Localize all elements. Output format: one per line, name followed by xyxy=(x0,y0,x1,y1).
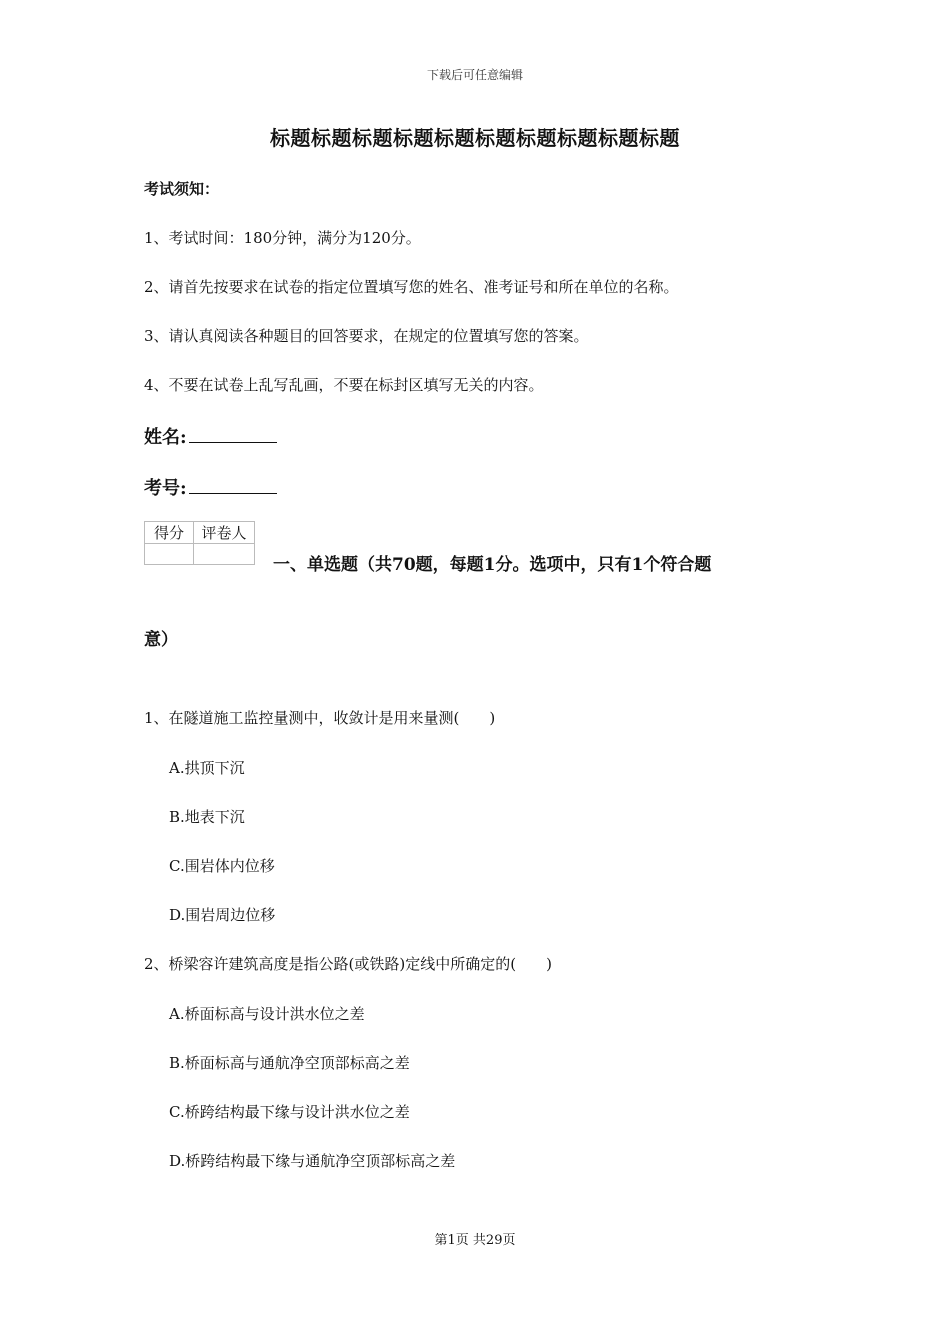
score-cell xyxy=(145,544,194,565)
question-2: 2、桥梁容许建筑高度是指公路(或铁路)定线中所确定的( ) xyxy=(144,955,552,973)
grader-cell xyxy=(194,544,255,565)
question-2-option-d: D.桥跨结构最下缘与通航净空顶部标高之差 xyxy=(169,1152,456,1170)
question-1-option-c: C.围岩体内位移 xyxy=(169,857,275,875)
section-heading: 一、单选题（共70题，每题1分。选项中，只有1个符合题 xyxy=(273,555,712,575)
notice-item: 1、考试时间：180分钟，满分为120分。 xyxy=(144,229,421,247)
notice-item: 2、请首先按要求在试卷的指定位置填写您的姓名、准考证号和所在单位的名称。 xyxy=(144,278,679,296)
name-label: 姓名: xyxy=(144,427,187,448)
header-note: 下载后可任意编辑 xyxy=(426,68,523,82)
notice-item: 3、请认真阅读各种题目的回答要求，在规定的位置填写您的答案。 xyxy=(144,327,589,345)
question-1-option-b: B.地表下沉 xyxy=(169,808,245,826)
notice-heading: 考试须知： xyxy=(144,180,220,198)
page-footer: 第1页 共29页 xyxy=(434,1233,516,1248)
notice-item: 4、不要在试卷上乱写乱画，不要在标封区填写无关的内容。 xyxy=(144,376,544,394)
question-2-option-c: C.桥跨结构最下缘与设计洪水位之差 xyxy=(169,1103,410,1121)
question-2-option-b: B.桥面标高与通航净空顶部标高之差 xyxy=(169,1054,410,1072)
question-2-option-a: A.桥面标高与设计洪水位之差 xyxy=(169,1005,365,1023)
section-heading-continued: 意） xyxy=(144,630,178,650)
exam-number-label: 考号: xyxy=(144,478,187,499)
grader-header: 评卷人 xyxy=(194,522,255,544)
name-field xyxy=(144,423,277,449)
exam-number-field xyxy=(144,474,277,500)
name-blank[interactable] xyxy=(189,426,277,443)
document-title: 标题标题标题标题标题标题标题标题标题标题 xyxy=(270,126,680,150)
score-table xyxy=(144,521,255,565)
exam-number-blank[interactable] xyxy=(189,477,277,494)
question-1: 1、在隧道施工监控量测中，收敛计是用来量测( ) xyxy=(144,709,496,727)
question-1-option-d: D.围岩周边位移 xyxy=(169,906,276,924)
question-1-option-a: A.拱顶下沉 xyxy=(169,759,245,777)
score-header: 得分 xyxy=(145,522,194,544)
